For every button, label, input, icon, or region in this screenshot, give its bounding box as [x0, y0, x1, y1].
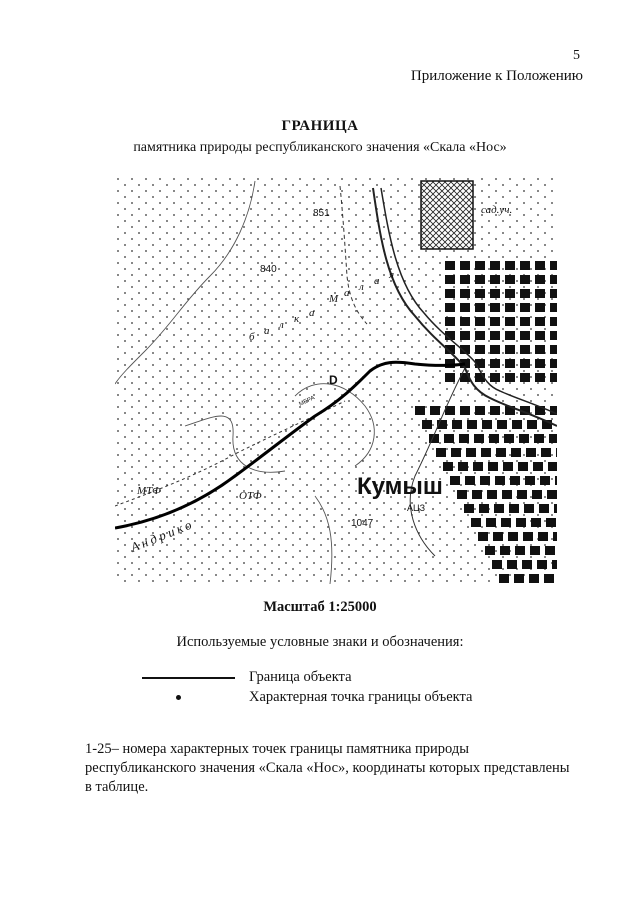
document-subtitle: памятника природы республиканского значения «Скала «Нос» [133, 140, 507, 155]
map-label-balka: к [294, 313, 300, 325]
city-block [504, 434, 514, 443]
map-label-garden: сад.уч. [481, 204, 513, 216]
city-block [467, 420, 477, 429]
city-block [475, 275, 485, 284]
map-label-malaya: М [329, 293, 339, 305]
city-block [535, 261, 545, 270]
city-block [430, 406, 440, 415]
page-number: 5 [573, 48, 580, 63]
city-block [490, 261, 500, 270]
appendix-header: Приложение к Положению [410, 68, 583, 84]
city-block [475, 317, 485, 326]
city-block [489, 434, 499, 443]
map-label-malaya: л [359, 281, 364, 293]
city-block [514, 574, 524, 583]
city-block [474, 434, 484, 443]
city-block [553, 532, 557, 541]
city-block [464, 504, 474, 513]
legend-boundary-label: Граница объекта [249, 669, 352, 685]
map-label-balka: л [279, 319, 284, 331]
city-block [512, 420, 522, 429]
city-block [490, 303, 500, 312]
city-block [507, 560, 517, 569]
topographic-map [115, 176, 557, 584]
city-block [549, 434, 557, 443]
map-label-otf: ОТФ [239, 490, 262, 502]
map-label-malaya: а [344, 287, 350, 299]
city-block [505, 331, 515, 340]
city-block [445, 373, 455, 382]
city-block [490, 317, 500, 326]
map-label-balka: а [264, 325, 270, 337]
city-block [497, 420, 507, 429]
city-block [503, 462, 513, 471]
city-block [533, 462, 543, 471]
city-block [535, 275, 545, 284]
map-label-elevation: 840 [260, 264, 277, 275]
city-block [493, 532, 503, 541]
city-block [460, 261, 470, 270]
city-block [525, 476, 535, 485]
city-block [550, 317, 557, 326]
city-block [495, 476, 505, 485]
city-block [505, 359, 515, 368]
city-block [520, 359, 530, 368]
city-block [505, 303, 515, 312]
city-block [520, 275, 530, 284]
city-block [459, 434, 469, 443]
city-block [482, 420, 492, 429]
city-block [445, 275, 455, 284]
city-block [530, 546, 540, 555]
city-block [443, 462, 453, 471]
city-block [550, 345, 557, 354]
city-block [436, 448, 446, 457]
city-block [545, 546, 555, 555]
city-block [486, 518, 496, 527]
map-label-balka: а [309, 307, 315, 319]
city-block [541, 448, 551, 457]
city-block [524, 504, 534, 513]
city-block [490, 373, 500, 382]
city-block [535, 289, 545, 298]
city-block [535, 331, 545, 340]
city-block [472, 490, 482, 499]
city-block [505, 317, 515, 326]
city-block [492, 560, 502, 569]
legend-point-label: Характерная точка границы объекта [249, 689, 473, 705]
city-block [490, 275, 500, 284]
city-block [490, 359, 500, 368]
city-block [473, 462, 483, 471]
city-block [479, 504, 489, 513]
map-label-malaya: я [389, 269, 395, 281]
map-label-road-tag: МЕРА [298, 395, 316, 408]
city-block [505, 373, 515, 382]
city-block [554, 504, 557, 513]
map-label-point: D [329, 373, 338, 387]
city-block [475, 331, 485, 340]
city-block [457, 490, 467, 499]
map-scale: Масштаб 1:25000 [263, 599, 377, 615]
city-block [540, 476, 550, 485]
city-block [539, 504, 549, 513]
city-block [517, 490, 527, 499]
city-block [537, 560, 547, 569]
city-block [538, 532, 548, 541]
city-block [501, 518, 511, 527]
city-block [547, 490, 557, 499]
city-block [475, 406, 485, 415]
city-block [509, 504, 519, 513]
city-block [458, 462, 468, 471]
city-block [481, 448, 491, 457]
city-block [556, 448, 557, 457]
city-block [516, 518, 526, 527]
city-block [502, 490, 512, 499]
garden-plots-area [421, 181, 473, 249]
legend-point-symbol [176, 695, 181, 700]
city-block [531, 518, 541, 527]
city-block [518, 462, 528, 471]
city-block [505, 275, 515, 284]
city-block [519, 434, 529, 443]
city-block [466, 448, 476, 457]
city-block [511, 448, 521, 457]
city-block [515, 546, 525, 555]
city-block [550, 359, 557, 368]
city-block [445, 289, 455, 298]
map-label-mtf: МТФ [137, 485, 161, 497]
city-block [460, 406, 470, 415]
city-block [505, 289, 515, 298]
city-block [532, 490, 542, 499]
city-block [422, 420, 432, 429]
city-block [523, 532, 533, 541]
city-block [490, 345, 500, 354]
map-label-andriko: Андрико [128, 515, 197, 555]
city-block [535, 373, 545, 382]
map-label-elevation: 851 [313, 208, 330, 219]
city-block [460, 303, 470, 312]
city-block [460, 317, 470, 326]
city-block [550, 261, 557, 270]
city-block [444, 434, 454, 443]
city-block [527, 420, 537, 429]
city-block [475, 345, 485, 354]
city-block [508, 532, 518, 541]
city-block [445, 317, 455, 326]
city-block [487, 490, 497, 499]
city-block [544, 574, 554, 583]
document-title: ГРАНИЦА [281, 118, 359, 134]
city-block [550, 289, 557, 298]
city-block [550, 275, 557, 284]
city-block [485, 546, 495, 555]
city-block [522, 560, 532, 569]
city-block [415, 406, 425, 415]
city-block [520, 317, 530, 326]
city-block [460, 289, 470, 298]
city-block [480, 476, 490, 485]
city-block [475, 303, 485, 312]
city-block [475, 289, 485, 298]
city-block [494, 504, 504, 513]
map-label-town: Кумыш [357, 473, 443, 500]
city-block [475, 261, 485, 270]
city-block [451, 448, 461, 457]
map-label-malaya: а [374, 275, 380, 287]
explanation-paragraph: 1-25– номера характерных точек границы памятника природы республиканского значения «Скала «Нос», координаты которых представлены в таблице. [85, 741, 570, 795]
city-block [520, 303, 530, 312]
map-label-acz: АЦЗ [407, 503, 426, 513]
city-block [445, 261, 455, 270]
city-block [534, 434, 544, 443]
city-block [490, 406, 500, 415]
city-block [505, 261, 515, 270]
city-block [490, 331, 500, 340]
city-block [450, 476, 460, 485]
city-block [552, 560, 557, 569]
city-block [520, 345, 530, 354]
city-block [535, 359, 545, 368]
city-block [520, 261, 530, 270]
city-block [529, 574, 539, 583]
city-block [500, 546, 510, 555]
city-block [488, 462, 498, 471]
city-block [526, 448, 536, 457]
city-block [452, 420, 462, 429]
city-block [550, 331, 557, 340]
city-block [490, 289, 500, 298]
city-block [535, 317, 545, 326]
city-block [520, 289, 530, 298]
city-block [471, 518, 481, 527]
city-block [548, 462, 557, 471]
city-block [460, 331, 470, 340]
city-block [445, 303, 455, 312]
city-block [499, 574, 509, 583]
city-block [505, 345, 515, 354]
legend-boundary-line-symbol [142, 677, 235, 679]
city-block [546, 518, 556, 527]
city-block [460, 275, 470, 284]
city-block [555, 476, 557, 485]
map-label-elevation: 1047 [351, 518, 374, 529]
city-block [535, 303, 545, 312]
city-block [520, 373, 530, 382]
city-block [535, 345, 545, 354]
city-block [550, 373, 557, 382]
city-block [465, 476, 475, 485]
map-label-balka: б [249, 331, 255, 343]
city-block [478, 532, 488, 541]
city-block [550, 303, 557, 312]
city-block [496, 448, 506, 457]
city-block [510, 476, 520, 485]
legend-heading: Используемые условные знаки и обозначения: [176, 634, 464, 650]
city-block [520, 331, 530, 340]
